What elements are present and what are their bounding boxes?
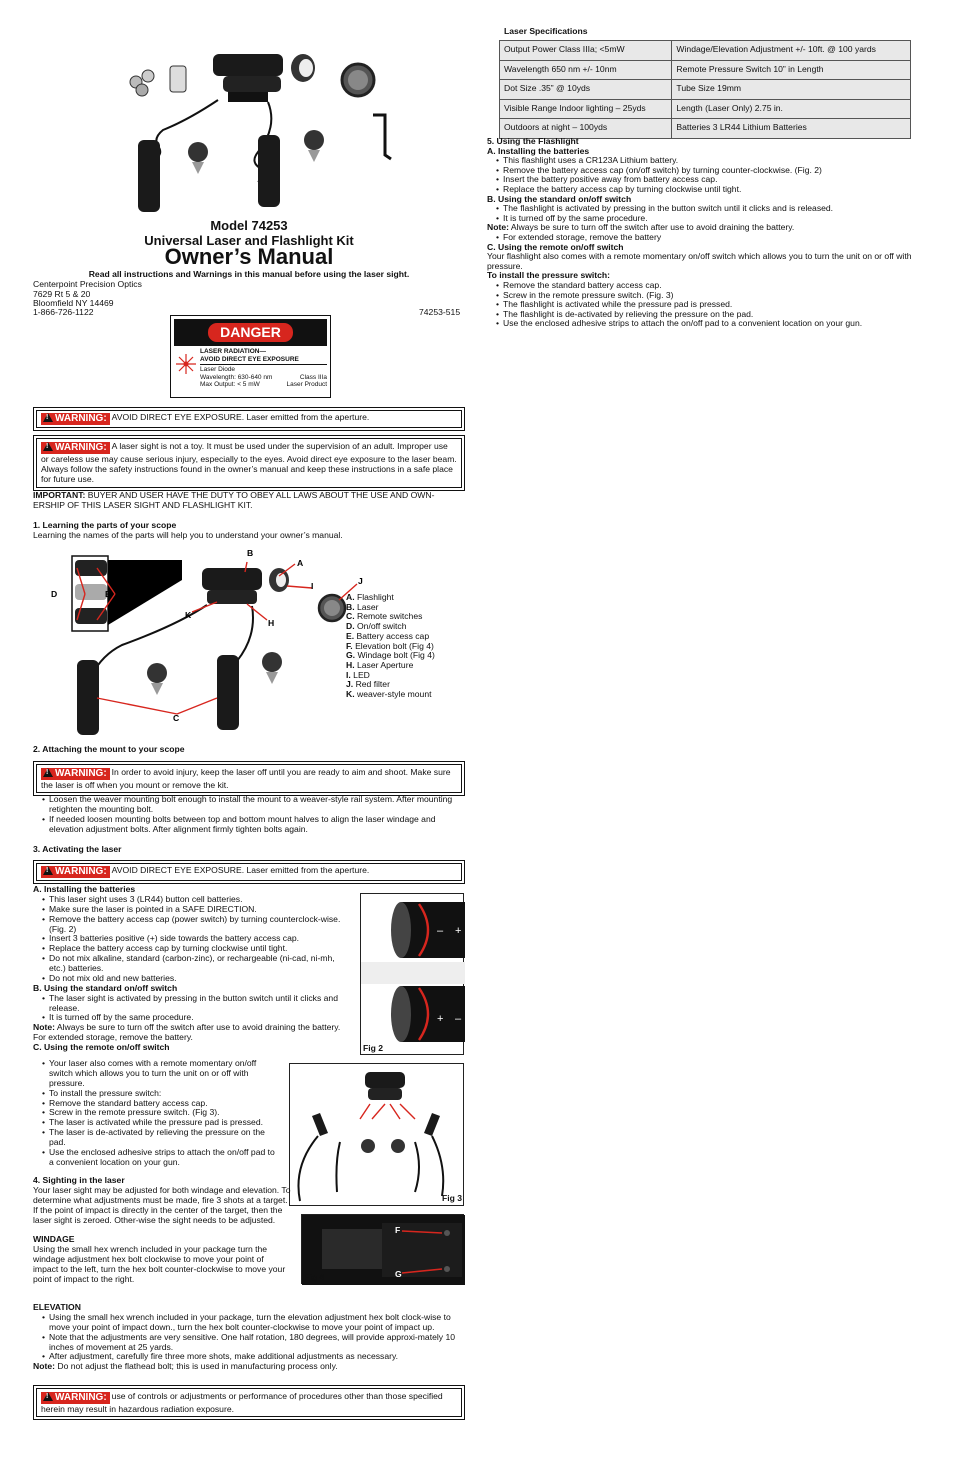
list-item: • Do not mix alkaline, standard (carbon-zinc), or rechargeable (ni-cad, ni-mh, etc.) batteries. (44, 954, 351, 974)
plus-sign: + (455, 925, 462, 937)
list-item: • Remove the standard battery access cap. (498, 281, 912, 291)
specs-table (499, 40, 911, 139)
minus-sign: – (455, 1013, 462, 1025)
list-item: • This flashlight uses a CR123A Lithium battery. (498, 156, 912, 166)
list-item: • Remove the battery access cap (power switch) by turning counterclock-wise. (Fig. 2) (44, 915, 351, 935)
product-photo (118, 40, 398, 215)
list-item: • Insert the battery positive away from battery access cap. (498, 175, 912, 185)
table-row: Outdoors at night – 100yds Batteries 3 LR44 Lithium Batteries (500, 119, 911, 139)
list-item: D. On/off switch (346, 621, 407, 632)
list-item: • This laser sight uses 3 (LR44) button cell batteries. (44, 895, 351, 905)
list-item: • Screw in the remote pressure switch. (Fig. 3) (498, 291, 912, 301)
warning-box (33, 407, 465, 431)
table-row: Wavelength 650 nm +/- 10nm Remote Pressure Switch 10” in Length (500, 60, 911, 80)
warning-box (33, 435, 465, 491)
windage-text: Using the small hex wrench included in your package turn the windage adjustment hex bolt clockwise to move your point of impact to the left, turn the hex bolt counter-clockwise to move your point of impact to the right. (33, 1244, 286, 1284)
battery-icon (130, 66, 186, 96)
list-item: • The laser is activated while the pressure pad is pressed. (44, 1118, 278, 1128)
section-2-title: 2. Attaching the mount to your scope (33, 744, 185, 754)
laser-flashlight-unit (213, 54, 315, 102)
callout-i: I (311, 581, 314, 591)
warning-icon (43, 768, 53, 777)
section-3c-title: C. Using the remote on/off switch (33, 1042, 170, 1052)
list-item: • Note that the adjustments are very sensitive. One half rotation, 180 degrees, will provide approxi-mately 10 inches of movement at 25 yards. (44, 1333, 465, 1353)
section-3c-list (33, 1059, 278, 1168)
read-notice: Read all instructions and Warnings in this manual before using the laser sight. (88, 269, 410, 279)
section-3-storage: For extended storage, remove the battery. (33, 1032, 193, 1043)
model-number: Model 74253 (210, 218, 288, 233)
list-item: B. Laser (346, 601, 379, 612)
list-item: • The laser sight is activated by pressing in the button switch until it clicks and release. (44, 994, 351, 1014)
minus-sign: – (437, 925, 444, 937)
list-item: • It is turned off by the same procedure. (498, 214, 912, 224)
danger-class: Class IIIa (299, 373, 327, 381)
warning-text: In order to avoid injury, keep the laser off until you are ready to aim and shoot. Make sure the laser is off when you mount or remove the kit. (41, 767, 451, 790)
warning-icon (43, 1392, 53, 1401)
parts-list (346, 593, 435, 700)
figure-3 (289, 1063, 464, 1206)
callout-j: J (358, 576, 363, 586)
danger-line2: AVOID DIRECT EYE EXPOSURE (200, 355, 299, 363)
list-item: • Using the small hex wrench included in your package, turn the elevation adjustment hex bolt clock-wise to move your point of impact down., turn the hex bolt counter-clockwise to move your point of impact up. (44, 1313, 465, 1333)
list-item: E. Battery access cap (346, 630, 430, 641)
plus-sign: + (437, 1013, 444, 1025)
company-phone: 1-866-726-1122 (33, 307, 94, 317)
remote-switch-pad (258, 135, 280, 207)
list-item: • Make sure the laser is pointed in a SAFE DIRECTION. (44, 905, 351, 915)
warning-badge: !WARNING: (41, 413, 110, 425)
callout-g: G (395, 1269, 402, 1279)
list-item: • Insert 3 batteries positive (+) side towards the battery access cap. (44, 934, 351, 944)
warning-box (33, 860, 465, 884)
list-item: C. Remote switches (346, 611, 423, 622)
specs-title: Laser Specifications (504, 26, 588, 36)
section-3-body (33, 885, 351, 1053)
list-item: • It is turned off by the same procedure. (44, 1013, 351, 1023)
figure-2 (360, 893, 464, 1055)
list-item: • Use the enclosed adhesive strips to attach the on/off pad to a convenient location on your gun. (44, 1148, 278, 1168)
section-4-text: Your laser sight may be adjusted for both windage and elevation. To determine what adjustments must be made, fire 3 shots at a target. If the point of impact is directly in the center of the target, then the laser sight is zeroed. Other-wise the sight needs to be adjusted. (33, 1184, 291, 1225)
warning-text: AVOID DIRECT EYE EXPOSURE. Laser emitted from the aperture. (111, 865, 370, 875)
list-item: • Do not mix old and new batteries. (44, 974, 351, 984)
section-5c-title: C. Using the remote on/off switch (487, 241, 624, 252)
list-item: • If needed loosen mounting bolts between top and bottom mount halves to align the laser windage and elevation adjustment bolts. After alignment firmly tighten bolts again. (44, 815, 465, 835)
elevation-title: ELEVATION (33, 1302, 81, 1312)
list-item: • Screw in the remote pressure switch. (Fig 3). (44, 1108, 278, 1118)
section-5-title: 5. Using the Flashlight (487, 136, 579, 146)
list-item: K. weaver-style mount (346, 689, 432, 700)
list-item: • Replace the battery access cap by turning clockwise until tight. (498, 185, 912, 195)
section-5-body (487, 137, 912, 329)
figure-3-label: Fig 3 (442, 1193, 463, 1203)
list-item: • The flashlight is activated by pressing in the button switch until it clicks and is released. (498, 204, 912, 214)
figure-2-label: Fig 2 (363, 1043, 384, 1053)
callout-k: K (185, 610, 192, 620)
page-title: Owner’s Manual (164, 244, 334, 269)
danger-line1: LASER RADIATION— (200, 348, 266, 355)
section-5-note: Note: Always be sure to turn off the switch after use to avoid draining the battery. (487, 222, 795, 233)
list-item: • After adjustment, carefully fire three more shots, make additional adjustments as necessary. (44, 1352, 465, 1362)
important-notice: IMPORTANT: BUYER AND USER HAVE THE DUTY TO OBEY ALL LAWS ABOUT THE USE AND OWN-ERSHIP OF THIS LASER SIGHT AND FLASHLIGHT KIT. (33, 490, 435, 510)
warning-badge: !WARNING: (41, 768, 110, 780)
list-item: I. LED (346, 669, 370, 680)
table-row: Visible Range Indoor lighting – 25yds Length (Laser Only) 2.75 in. (500, 99, 911, 119)
section-3-note: Note: Always be sure to turn off the switch after use to avoid draining the battery. (33, 1022, 341, 1033)
table-row: Output Power Class IIIa; <5mW Windage/Elevation Adjustment +/- 10ft. @ 100 yards (500, 41, 911, 61)
danger-label (170, 315, 331, 398)
remote-switch-pad (138, 140, 160, 212)
section-1-title: 1. Learning the parts of your scope (33, 520, 177, 530)
list-item: • Your laser also comes with a remote momentary on/off switch which allows you to turn the unit on or off with pressure. (44, 1059, 278, 1089)
warning-icon (43, 413, 53, 422)
callout-f: F (395, 1225, 401, 1235)
callout-b: B (247, 548, 254, 558)
warning-text: A laser sight is not a toy. It must be used under the supervision of an adult. Improper use or careless use may cause serious injury, especially to the eyes. Avoid direct eye exposure to the laser beam. Always follow the safety instructions found in the owner’s manual and keep these instructions in a safe place for future use. (41, 441, 457, 485)
warning-text: AVOID DIRECT EYE EXPOSURE. Laser emitted from the aperture. (111, 412, 370, 422)
red-filter-icon (342, 64, 374, 96)
company-address1: 7629 Rt 5 & 20 (33, 289, 91, 299)
section-4-body (33, 1176, 291, 1285)
list-item: • Loosen the weaver mounting bolt enough to install the mount to a weaver-style rail system. After mounting retighten the mounting bolt. (44, 795, 465, 815)
section-5a-title: A. Installing the batteries (487, 145, 590, 156)
warning-icon (43, 442, 53, 451)
install-title: To install the pressure switch: (487, 270, 611, 281)
list-item: • Replace the battery access cap by turning clockwise until tight. (44, 944, 351, 954)
section-1-intro: Learning the names of the parts will help you to understand your owner’s manual. (33, 530, 343, 540)
warning-text: use of controls or adjustments or performance of procedures other than those specified herein may result in hazardous radiation exposure. (41, 1391, 443, 1414)
list-item: J. Red filter (346, 679, 390, 690)
list-item: • To install the pressure switch: (44, 1089, 278, 1099)
warning-badge: !WARNING: (41, 1392, 110, 1404)
callout-e: E (105, 589, 111, 599)
callout-h: H (268, 618, 275, 628)
list-item: • Remove the standard battery access cap. (44, 1099, 278, 1109)
danger-wavelength: Wavelength: 630-640 nm (200, 373, 273, 381)
danger-product: Laser Product (286, 381, 327, 389)
list-item: • Remove the battery access cap (on/off switch) by turning counter-clockwise. (Fig. 2) (498, 166, 912, 176)
warning-box (33, 1385, 465, 1420)
list-item: F. Elevation bolt (Fig 4) (346, 640, 434, 651)
danger-title: DANGER (208, 323, 293, 341)
hex-wrench-icon (373, 115, 391, 159)
callout-d: D (51, 589, 58, 599)
table-row: Dot Size .35” @ 10yds Tube Size 19mm (500, 80, 911, 100)
list-item: G. Windage bolt (Fig 4) (346, 650, 435, 661)
list-item: • Use the enclosed adhesive strips to attach the on/off pad to a convenient location on your gun. (498, 319, 912, 329)
list-item: • The flashlight is activated while the pressure pad is pressed. (498, 300, 912, 310)
section-5c-text: Your flashlight also comes with a remote momentary on/off switch which allows you to turn the unit on or off with pressure. (487, 251, 912, 271)
section-4-title: 4. Sighting in the laser (33, 1175, 125, 1185)
section-3-title: 3. Activating the laser (33, 844, 122, 854)
company-address2: Bloomfield NY 14469 (33, 298, 114, 308)
warning-box (33, 761, 465, 796)
warning-icon (43, 866, 53, 875)
elevation-note: Note: Do not adjust the flathead bolt; this is used in manufacturing process only. (33, 1361, 338, 1372)
callout-a: A (297, 558, 304, 568)
section-5b-title: B. Using the standard on/off switch (487, 193, 632, 204)
section-2-list (33, 795, 465, 835)
list-item: H. Laser Aperture (346, 659, 414, 670)
list-item: • The laser is de-activated by relieving the pressure on the pad. (44, 1128, 278, 1148)
danger-diode: Laser Diode (200, 364, 327, 374)
warning-badge: !WARNING: (41, 866, 110, 878)
windage-title: WINDAGE (33, 1234, 75, 1245)
elevation-section (33, 1303, 465, 1372)
laser-starburst-icon (176, 354, 196, 374)
callout-c: C (173, 713, 180, 723)
kit-name: Universal Laser and Flashlight Kit (144, 233, 354, 248)
list-item: A. Flashlight (346, 592, 394, 602)
company-name: Centerpoint Precision Optics (33, 279, 142, 289)
figure-4-label: Fig 4 (304, 1272, 325, 1282)
doc-code: 74253-515 (419, 307, 461, 317)
list-item: • For extended storage, remove the battery (498, 233, 912, 243)
list-item: • The flashlight is de-activated by relieving the pressure on the pad. (498, 310, 912, 320)
parts-diagram (51, 548, 372, 740)
danger-max-output: Max Output: < 5 mW (200, 381, 260, 389)
section-3a-title: A. Installing the batteries (33, 884, 136, 894)
figure-4 (301, 1214, 464, 1284)
warning-badge: !WARNING: (41, 442, 110, 454)
section-3b-title: B. Using the standard on/off switch (33, 982, 178, 993)
